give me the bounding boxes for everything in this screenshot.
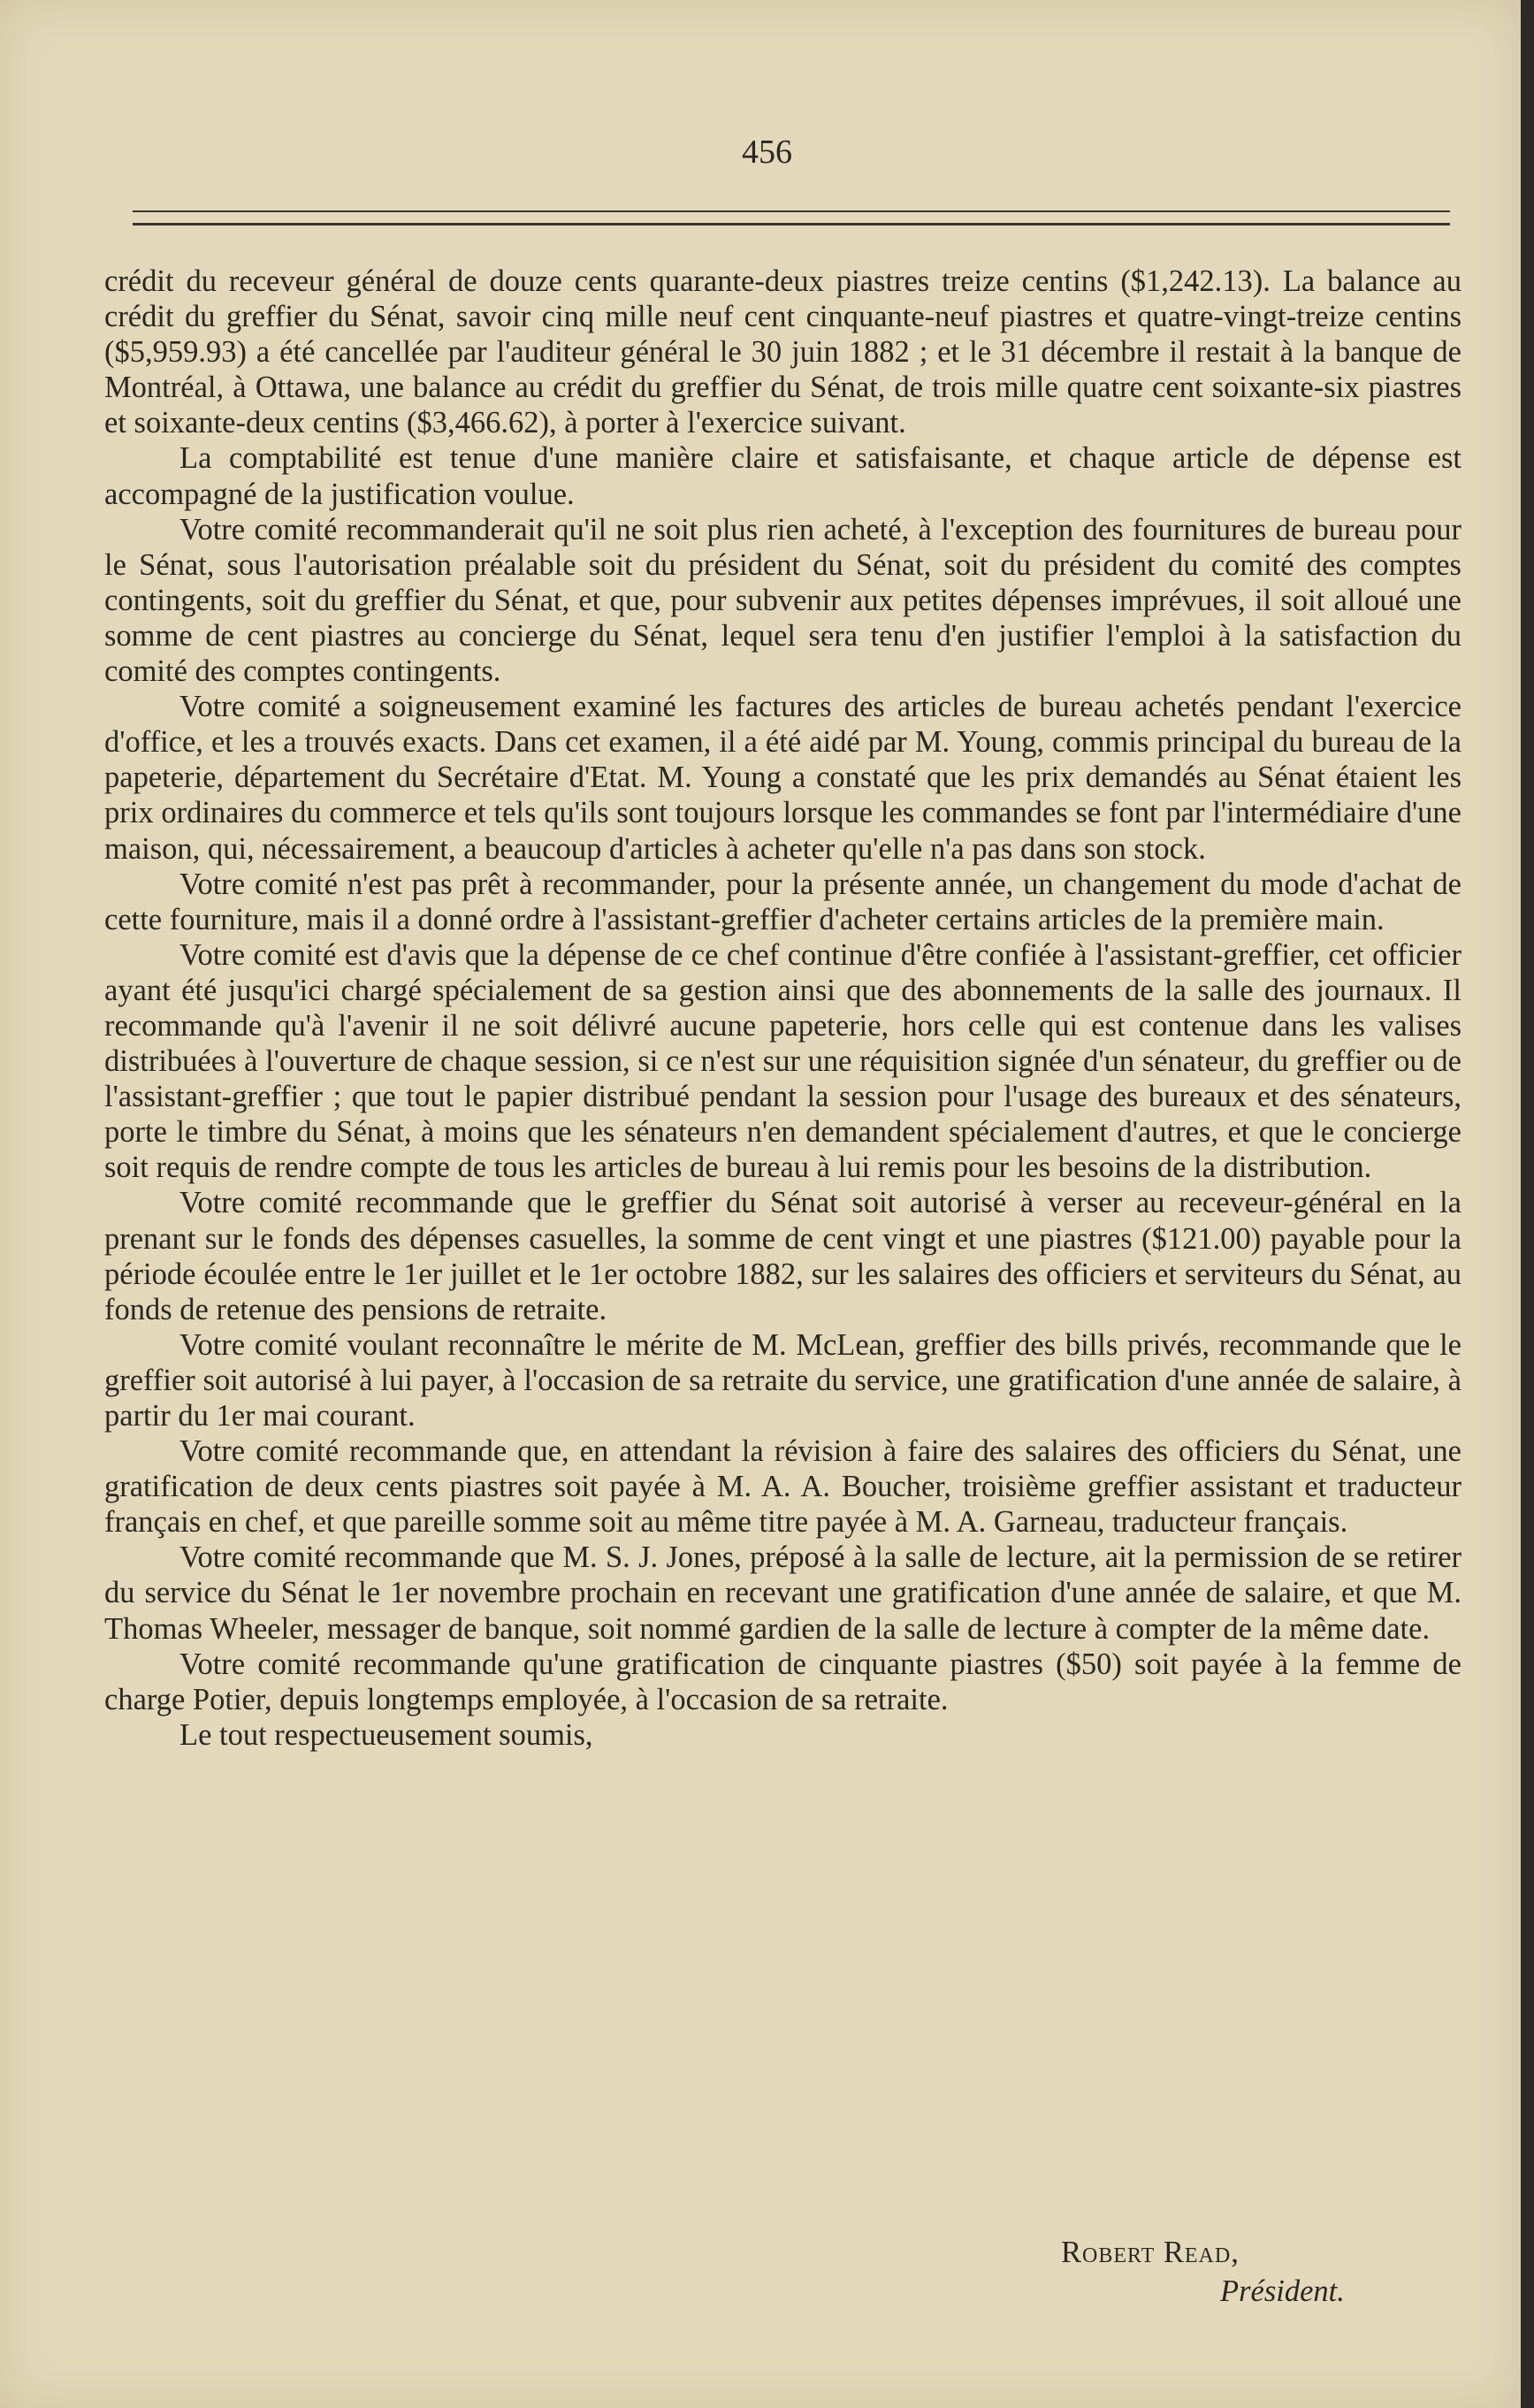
paragraph: Votre comité est d'avis que la dépense de ce chef continue d'être confiée à l'assistant-greffier, cet officier ayant été jusqu'ici chargé spécialement de sa gestion ainsi que des abonnements de la salle des journaux. Il recommande qu'à l'avenir il ne soit délivré aucune papeterie, hors celle qui est contenue dans les valises distribuées à l'ouverture de chaque session, si ce n'est sur une réquisition signée d'un sénateur, du greffier ou de l'assistant-greffier ; que tout le papier distribué pendant la session pour l'usage des bureaux et des sénateurs, porte le timbre du Sénat, à moins que les sénateurs n'en demandent spécialement d'autres, et que le concierge soit requis de rendre compte de tous les articles de bureau à lui remis pour les besoins de la distribution.: [104, 937, 1461, 1185]
signature-name: Robert Read,: [1061, 2236, 1240, 2269]
paragraph: Votre comité recommande que, en attendant la révision à faire des salaires des officiers du Sénat, une gratification de deux cents piastres soit payée à M. A. A. Boucher, troisième greffier assistant et traducteur français en chef, et que pareille somme soit au même titre payée à M. A. Garneau, traducteur français.: [104, 1434, 1461, 1540]
paragraph: Votre comité recommande que le greffier du Sénat soit autorisé à verser au receveur-général en la prenant sur le fonds des dépenses casuelles, la somme de cent vingt et une piastres ($121.00) payable pour la période écoulée entre le 1er juillet et le 1er octobre 1882, sur les salaires des officiers et serviteurs du Sénat, au fonds de retenue des pensions de retraite.: [104, 1186, 1461, 1326]
page-number: 456: [742, 134, 792, 171]
paragraph: Votre comité a soigneusement examiné les factures des articles de bureau achetés pendant l'exercice d'office, et les a trouvés exacts. Dans cet examen, il a été aidé par M. Young, commis principal du bureau de la papeterie, département du Secrétaire d'Etat. M. Young a constaté que les prix demandés au Sénat étaient les prix ordinaires du commerce et tels qu'ils sont toujours lorsque les commandes se font par l'intermédiaire d'une maison, qui, nécessairement, a beaucoup d'articles à acheter qu'elle n'a pas dans son stock.: [104, 690, 1461, 866]
paragraph: Votre comité n'est pas prêt à recommander, pour la présente année, un changement du mode d'achat de cette fourniture, mais il a donné ordre à l'assistant-greffier d'acheter certains articles de la première main.: [104, 867, 1461, 936]
paragraph: Votre comité recommanderait qu'il ne soit plus rien acheté, à l'exception des fournitures de bureau pour le Sénat, sous l'autorisation préalable soit du président du Sénat, soit du président du comité des comptes contingents, soit du greffier du Sénat, et que, pour subvenir aux petites dépenses imprévues, il soit alloué une somme de cent piastres au concierge du Sénat, lequel sera tenu d'en justifier l'emploi à la satisfaction du comité des comptes contingents.: [104, 512, 1461, 689]
paragraph: Le tout respectueusement soumis,: [179, 1717, 593, 1752]
paragraph: Votre comité voulant reconnaître le mérite de M. McLean, greffier des bills privés, recommande que le greffier soit autorisé à lui payer, à l'occasion de sa retraite du service, une gratification d'une année de salaire, à partir du 1er mai courant.: [104, 1327, 1461, 1433]
signature-title: Président.: [1220, 2274, 1345, 2308]
body-text: [104, 264, 1461, 1753]
paragraph: crédit du receveur général de douze cents quarante-deux piastres treize centins ($1,242.13). La balance au crédit du greffier du Sénat, savoir cinq mille neuf cent cinquante-neuf piastres et quatre-vingt-treize centins ($5,959.93) a été cancellée par l'auditeur général le 30 juin 1882 ; et le 31 décembre il restait à la banque de Montréal, à Ottawa, une balance au crédit du greffier du Sénat, de trois mille quatre cent soixante-six piastres et soixante-deux centins ($3,466.62), à porter à l'exercice suivant.: [104, 264, 1461, 440]
paragraph: La comptabilité est tenue d'une manière claire et satisfaisante, et chaque article de dépense est accompagné de la justification voulue.: [104, 441, 1461, 511]
header-rule: [133, 210, 1450, 212]
header-rule-double: [133, 223, 1450, 226]
paragraph: Votre comité recommande qu'une gratification de cinquante piastres ($50) soit payée à la femme de charge Potier, depuis longtemps employée, à l'occasion de sa retraite.: [104, 1647, 1461, 1716]
signature-block: [973, 2233, 1415, 2311]
paragraph: Votre comité recommande que M. S. J. Jones, préposé à la salle de lecture, ait la permission de se retirer du service du Sénat le 1er novembre prochain en recevant une gratification d'une année de salaire, et que M. Thomas Wheeler, messager de banque, soit nommé gardien de la salle de lecture à compter de la même date.: [104, 1540, 1461, 1646]
page-edge: [1521, 0, 1534, 2408]
